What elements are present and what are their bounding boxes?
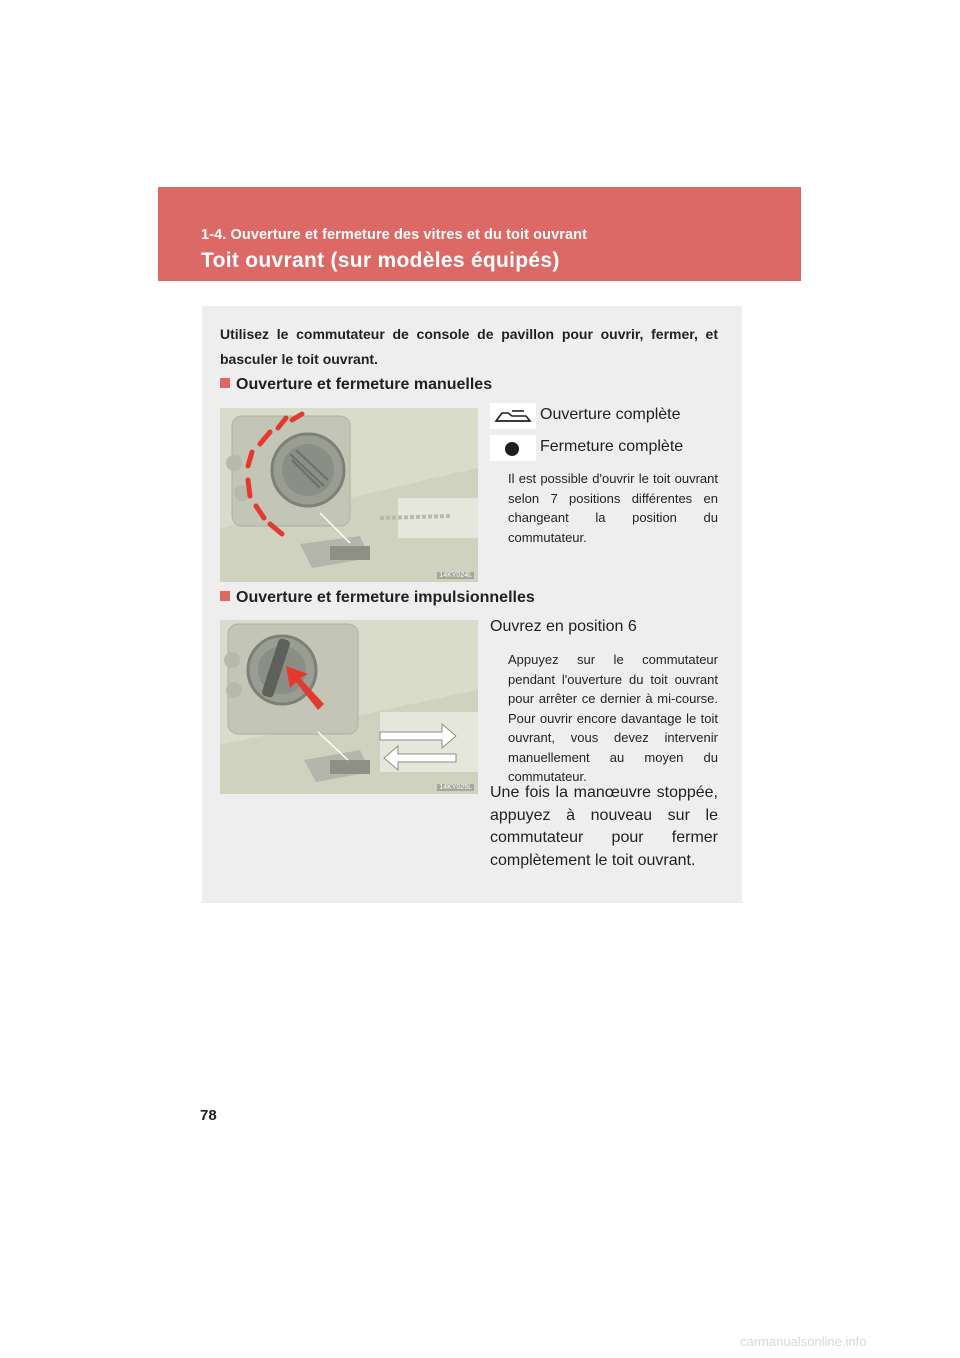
bullet-square-icon bbox=[220, 378, 230, 388]
sunroof-dial-illustration bbox=[220, 408, 478, 582]
impulse-conclusion: Une fois la manœuvre stoppée, appuyez à nouveau sur le commutateur pour fermer complètement le toit ouvrant. bbox=[490, 784, 718, 869]
legend-open-label: Ouverture complète bbox=[540, 406, 681, 423]
manual-heading-label: Ouverture et fermeture manuelles bbox=[236, 376, 493, 393]
manual-heading bbox=[220, 376, 492, 394]
bullet-square-icon bbox=[220, 591, 230, 601]
manual-description: Il est possible d'ouvrir le toit ouvrant selon 7 positions différentes en changeant la position du commutateur. bbox=[508, 471, 718, 545]
impulse-step: Ouvrez en position 6 bbox=[490, 618, 637, 635]
manual-image-code: 14KY024L bbox=[439, 572, 472, 579]
sunroof-impulse-illustration bbox=[220, 620, 478, 794]
impulse-image-code: 14KY025L bbox=[439, 784, 472, 791]
impulse-heading-label: Ouverture et fermeture impulsionnelles bbox=[236, 589, 535, 606]
closed-dot-icon bbox=[490, 435, 536, 461]
section-label: 1-4. Ouverture et fermeture des vitres et du toit ouvrant bbox=[201, 227, 588, 243]
legend-close-label: Fermeture complète bbox=[540, 438, 684, 455]
impulse-description: Appuyez sur le commutateur pendant l'ouverture du toit ouvrant pour arrêter ce dernier à mi-course. Pour ouvrir encore davantage le toit ouvrant, vous devez intervenir manuellement au moyen du commutateur. bbox=[508, 652, 718, 784]
content-panel bbox=[202, 306, 742, 903]
watermark: carmanualsonline.info bbox=[740, 1334, 867, 1349]
intro-text: Utilisez le commutateur de console de pavillon pour ouvrir, fermer, et basculer le toit ouvrant. bbox=[220, 326, 718, 367]
impulse-switch-photo bbox=[220, 620, 478, 794]
manual-switch-photo bbox=[220, 408, 478, 582]
page-title: Toit ouvrant (sur modèles équipés) bbox=[201, 249, 560, 272]
page-number: 78 bbox=[200, 1107, 217, 1124]
open-roof-icon bbox=[490, 403, 536, 429]
impulse-heading bbox=[220, 589, 535, 607]
page-header bbox=[158, 187, 801, 281]
